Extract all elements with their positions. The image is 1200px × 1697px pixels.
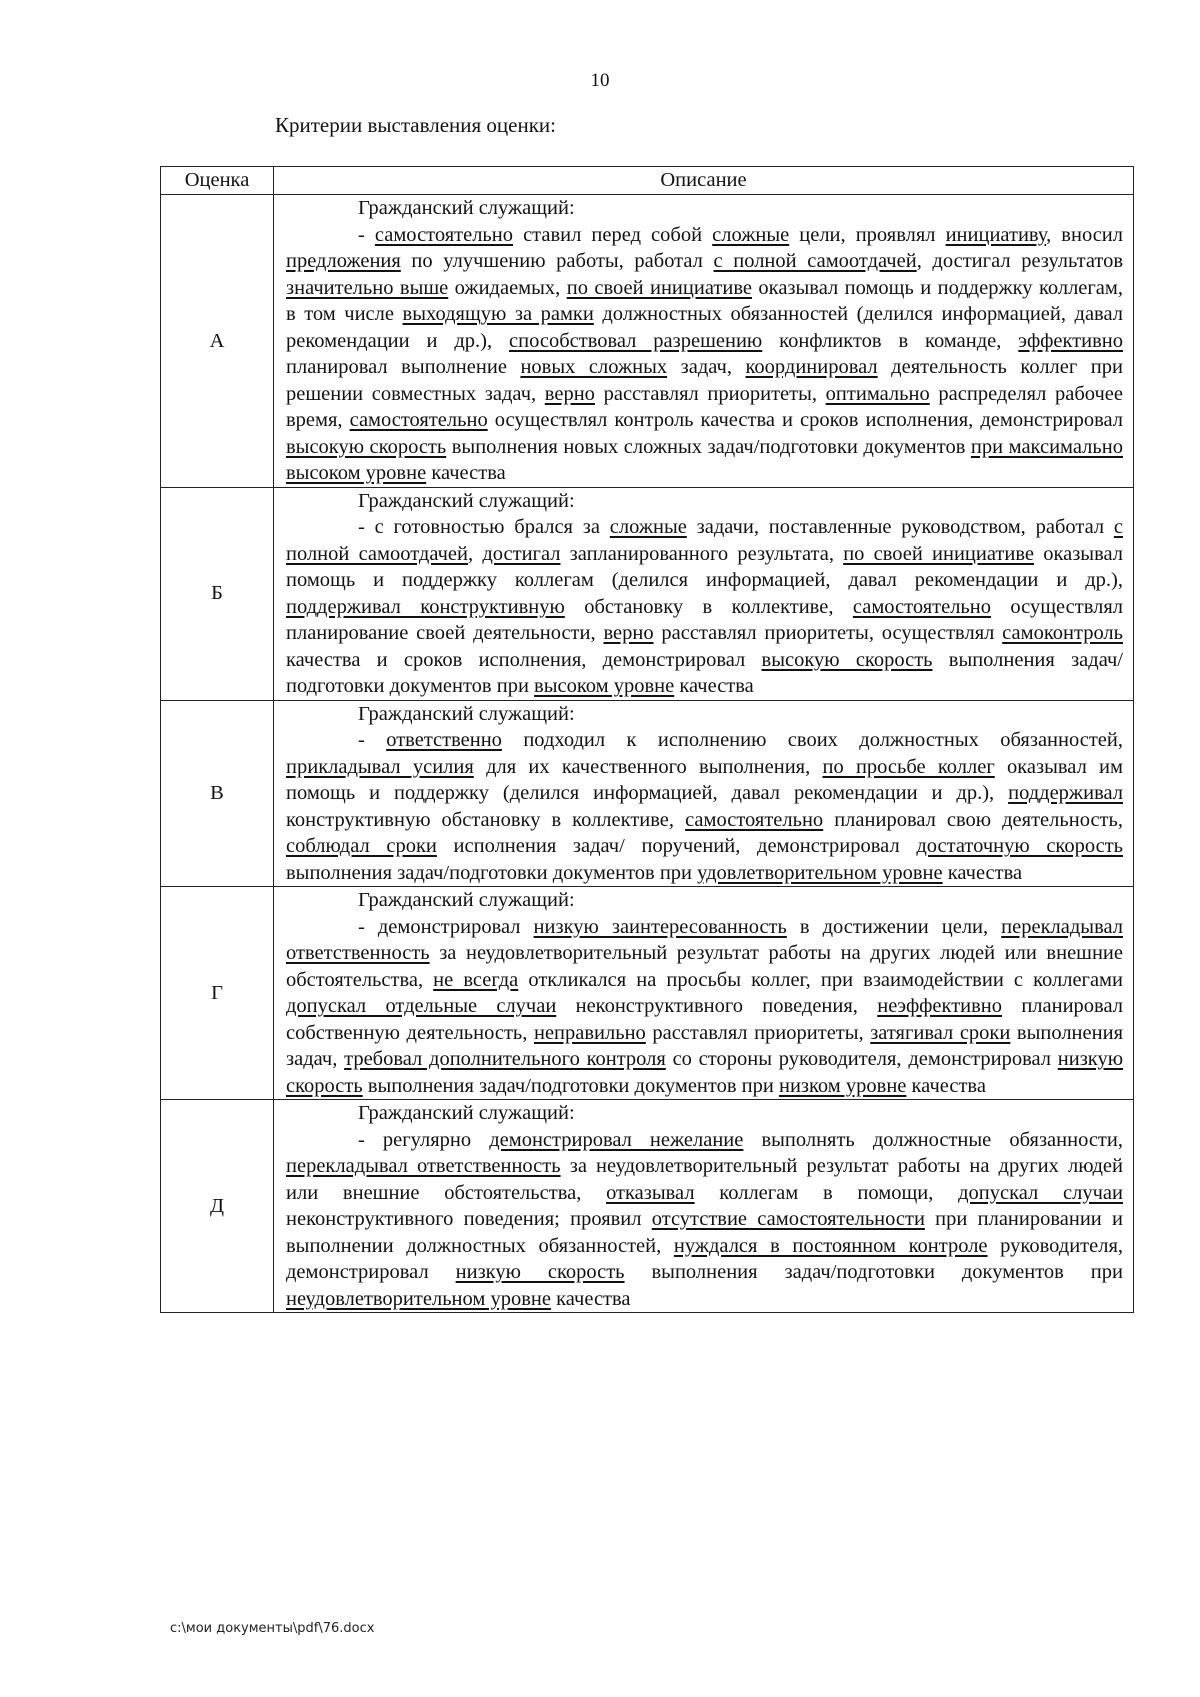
underlined-phrase: верно [603, 622, 654, 644]
underlined-phrase: достигал [482, 542, 561, 565]
underlined-phrase: демонстрировал нежелание [489, 1128, 744, 1151]
underlined-phrase: неправильно [533, 1021, 646, 1044]
underlined-phrase: высокую скорость [286, 435, 447, 458]
role-label: Гражданский служащий: [358, 197, 575, 219]
column-header-grade: Оценка [161, 167, 274, 195]
underlined-phrase: способствовал разрешению [509, 329, 763, 352]
underlined-phrase: эффективно [1018, 329, 1124, 352]
underlined-phrase: инициативу [945, 223, 1047, 246]
underlined-phrase: допускал отдельные случаи [286, 995, 557, 1017]
underlined-phrase: предложения [286, 250, 401, 272]
underlined-phrase: самостоятельно [349, 409, 488, 431]
underlined-phrase: по просьбе коллег [822, 755, 995, 778]
underlined-phrase: самоконтроль [1002, 622, 1123, 644]
underlined-phrase: с полной самоотдачей [713, 250, 917, 272]
underlined-phrase: выходящую за рамки [402, 303, 594, 325]
table-row [161, 195, 1134, 488]
table-row [161, 887, 1134, 1100]
underlined-phrase: отсутствие самостоятельности [651, 1208, 925, 1230]
grade-cell: Д [161, 1100, 274, 1313]
grade-cell: Г [161, 887, 274, 1100]
criteria-table [160, 166, 1134, 1313]
underlined-phrase: оптимально [825, 382, 930, 405]
underlined-phrase: прикладывал усилия [286, 755, 474, 778]
underlined-phrase: перекладывал ответственность [286, 1155, 561, 1177]
underlined-phrase: неудовлетворительном уровне [286, 1287, 551, 1310]
role-label: Гражданский служащий: [358, 1102, 575, 1124]
underlined-phrase: низкую заинтересованность [533, 915, 787, 938]
underlined-phrase: поддерживал конструктивную [286, 595, 565, 618]
underlined-phrase: сложные [712, 223, 790, 246]
underlined-phrase: сложные [609, 516, 687, 538]
underlined-phrase: отказывал [606, 1181, 695, 1204]
grade-cell: А [161, 195, 274, 488]
underlined-phrase: удовлетворительном уровне [697, 861, 943, 884]
role-label: Гражданский служащий: [358, 489, 575, 512]
table-row [161, 487, 1134, 700]
underlined-phrase: при максимально высоком уровне [286, 435, 1123, 484]
underlined-phrase: по своей инициативе [566, 276, 752, 299]
underlined-phrase: верно [544, 382, 595, 405]
description-text: - самостоятельно ставил перед собой сложные цели, проявлял инициативу, вносил предложения по улучшению работы, работал с полной самоотдачей, достигал результатов значительно выше ожидаемых, по своей инициативе оказывал помощь и поддержку коллегам, в том числе выходящую за рамки должностных обязанностей (делился информацией, давал рекомендации и др.), способствовал разрешению конфликтов в команде, эффективно планировал выполнение новых сложных задач, координировал деятельность коллег при решении совместных задач, верно расставлял приоритеты, оптимально распределял рабочее время, самостоятельно осуществлял контроль качества и сроков исполнения, демонстрировал высокую скорость выполнения новых сложных задач/подготовки документов при максимально высоком уровне качества [286, 223, 1124, 484]
underlined-phrase: координировал [745, 356, 878, 378]
column-header-description: Описание [274, 167, 1134, 195]
role-label: Гражданский служащий: [358, 889, 575, 911]
table-header-row [161, 167, 1134, 195]
description-cell [274, 1100, 1134, 1313]
underlined-phrase: самостоятельно [685, 808, 824, 831]
underlined-phrase: ответственно [386, 729, 502, 751]
section-heading: Критерии выставления оценки: [275, 113, 556, 137]
underlined-phrase: не всегда [433, 968, 519, 991]
file-path-footer: c:\мои документы\pdf\76.docx [170, 1621, 375, 1636]
underlined-phrase: новых сложных [520, 356, 668, 378]
underlined-phrase: по своей инициативе [843, 542, 1035, 565]
underlined-phrase: нуждался в постоянном контроле [673, 1234, 988, 1257]
underlined-phrase: значительно выше [286, 276, 449, 299]
underlined-phrase: самостоятельно [374, 223, 514, 246]
underlined-phrase: соблюдал сроки [286, 835, 437, 857]
underlined-phrase: неэффективно [877, 995, 1003, 1017]
underlined-phrase: высоком уровне [534, 675, 675, 697]
description-text: - регулярно демонстрировал нежелание выполнять должностные обязанности, перекладывал ответственность за неудовлетворительный результат работы на других людей или внешние обстоятельства, отказывал коллегам в помощи, допускал случаи неконструктивного поведения; проявил отсутствие самостоятельности при планировании и выполнении должностных обязанностей, нуждался в постоянном контроле руководителя, демонстрировал низкую скорость выполнения задач/подготовки документов при неудовлетворительном уровне качества [286, 1128, 1124, 1310]
underlined-phrase: требовал дополнительного контроля [344, 1048, 666, 1070]
underlined-phrase: перекладывал ответственность [286, 915, 1124, 964]
underlined-phrase: самостоятельно [852, 595, 991, 618]
underlined-phrase: с полной самоотдачей [286, 516, 1123, 565]
description-text: - ответственно подходил к исполнению своих должностных обязанностей, прикладывал усилия для их качественного выполнения, по просьбе коллег оказывал им помощь и поддержку (делился информацией, давал рекомендации и др.), поддерживал конструктивную обстановку в коллективе, самостоятельно планировал свою деятельность, соблюдал сроки исполнения задач/ поручений, демонстрировал достаточную скорость выполнения задач/подготовки документов при удовлетворительном уровне качества [286, 729, 1124, 884]
description-text: - демонстрировал низкую заинтересованность в достижении цели, перекладывал ответственность за неудовлетворительный результат работы на других людей или внешние обстоятельства, не всегда откликался на просьбы коллег, при взаимодействии с коллегами допускал отдельные случаи неконструктивного поведения, неэффективно планировал собственную деятельность, неправильно расставлял приоритеты, затягивал сроки выполнения задач, требовал дополнительного контроля со стороны руководителя, демонстрировал низкую скорость выполнения задач/подготовки документов при низком уровне качества [286, 915, 1124, 1097]
underlined-phrase: высокую скорость [761, 648, 933, 671]
underlined-phrase: низком уровне [778, 1074, 907, 1097]
underlined-phrase: затягивал сроки [870, 1021, 1011, 1044]
grade-cell: В [161, 700, 274, 887]
description-cell [274, 195, 1134, 488]
description-text: - с готовностью брался за сложные задачи, поставленные руководством, работал с полной самоотдачей, достигал запланированного результата, по своей инициативе оказывал помощь и поддержку коллегам (делился информацией, давал рекомендации и др.), поддерживал конструктивную обстановку в коллективе, самостоятельно осуществлял планирование своей деятельности, верно расставлял приоритеты, осуществлял самоконтроль качества и сроков исполнения, демонстрировал высокую скорость выполнения задач/подготовки документов при высоком уровне качества [286, 516, 1123, 697]
underlined-phrase: достаточную скорость [916, 835, 1124, 857]
page-number: 10 [590, 70, 610, 91]
underlined-phrase: поддерживал [1008, 782, 1123, 804]
grade-cell: Б [161, 487, 274, 700]
underlined-phrase: допускал случаи [958, 1181, 1123, 1204]
description-cell [274, 887, 1134, 1100]
underlined-phrase: низкую скорость [286, 1048, 1124, 1097]
description-cell [274, 700, 1134, 887]
underlined-phrase: низкую скорость [455, 1261, 625, 1283]
role-label: Гражданский служащий: [358, 702, 575, 725]
table-row [161, 700, 1134, 887]
table-row [161, 1100, 1134, 1313]
description-cell [274, 487, 1134, 700]
